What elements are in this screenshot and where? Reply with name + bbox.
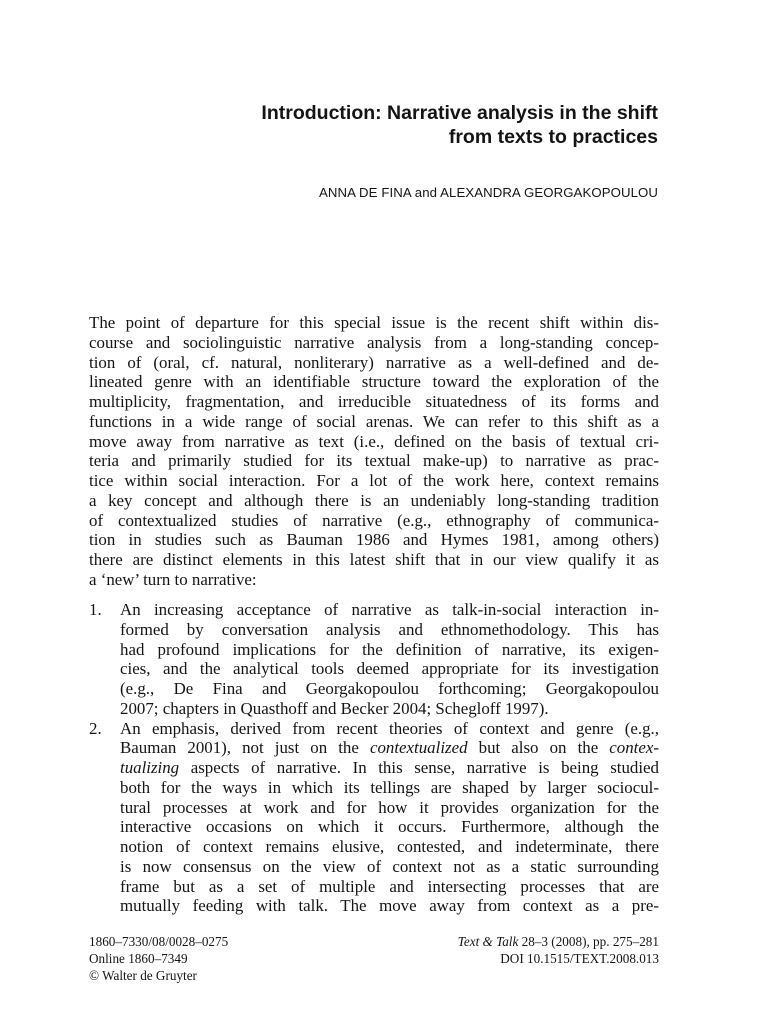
issn-print: 1860–7330/08/0028–0275: [89, 934, 229, 949]
issn-online: Online 1860–7349: [89, 951, 188, 966]
intro-line: course and sociolinguistic narrative analysis from a long-standing concep-: [89, 332, 659, 352]
list-line: cies, and the analytical tools deemed appropriate for its investigation: [120, 659, 659, 679]
authors: ANNA DE FINA and ALEXANDRA GEORGAKOPOULOU: [318, 185, 658, 200]
journal-citation: [458, 933, 659, 950]
numbered-list: [89, 600, 659, 916]
list-line: (e.g., De Fina and Georgakopoulou forthcoming; Georgakopoulou: [120, 679, 659, 698]
intro-paragraph: [89, 313, 659, 590]
list-line: 2007; chapters in Quasthoff and Becker 2004; Schegloff 1997).: [120, 698, 549, 718]
intro-line: teria and primarily studied for its textual make-up) to narrative as prac-: [89, 451, 659, 471]
text-run: but also on the: [467, 738, 610, 758]
list-line: both for the ways in which its tellings are shaped by larger sociocul-: [120, 777, 659, 797]
italic-term: contex-: [609, 738, 659, 758]
list-line: An emphasis, derived from recent theories of context and genre (e.g.,: [120, 718, 659, 738]
list-line: tural processes at work and for how it provides organization for the: [120, 797, 659, 817]
intro-line: tion in studies such as Bauman 1986 and Hymes 1981, among others): [89, 530, 659, 550]
volume-pages: 28–3 (2008), pp. 275–281: [518, 934, 659, 949]
intro-line: move away from narrative as text (i.e., defined on the basis of textual cri-: [89, 431, 659, 451]
italic-term: tualizing: [120, 758, 180, 777]
list-number: 2.: [89, 718, 102, 738]
footer-citation: [458, 933, 659, 967]
list-line: had profound implications for the definition of narrative, its exigen-: [120, 639, 659, 659]
list-line: notion of context remains elusive, contested, and indeterminate, there: [120, 837, 659, 856]
list-line: formed by conversation analysis and ethnomethodology. This has: [120, 619, 659, 639]
list-line: mutually feeding with talk. The move away from context as a pre-: [120, 896, 659, 916]
intro-line: a ‘new’ turn to narrative:: [89, 569, 257, 589]
intro-line: tion of (oral, cf. natural, nonliterary) narrative as a well-defined and de-: [89, 352, 659, 372]
text-run: aspects of narrative. In this sense, narrative is being studied: [179, 758, 659, 777]
intro-line: of contextualized studies of narrative (e.g., ethnography of communica-: [89, 510, 659, 530]
list-line: An increasing acceptance of narrative as talk-in-social interaction in-: [120, 600, 659, 619]
intro-line: there are distinct elements in this latest shift that in our view qualify it as: [89, 550, 659, 569]
article-title-line-2: from texts to practices: [448, 126, 658, 148]
list-line: interactive occasions on which it occurs. Furthermore, although the: [120, 817, 659, 837]
list-item-1: [89, 600, 659, 719]
list-item-2: [89, 719, 659, 917]
italic-term: contextualized: [369, 738, 468, 758]
list-line: frame but as a set of multiple and intersecting processes that are: [120, 876, 659, 896]
intro-line: functions in a wide range of social arenas. We can refer to this shift as a: [89, 411, 659, 431]
article-title: [138, 101, 658, 149]
list-line: [120, 758, 659, 778]
copyright: © Walter de Gruyter: [89, 968, 197, 983]
list-line: is now consensus on the view of context not as a static surrounding: [120, 856, 659, 876]
list-number: 1.: [89, 600, 102, 619]
list-line: [120, 738, 659, 758]
intro-line: multiplicity, fragmentation, and irreducible situatedness of its forms and: [89, 392, 659, 411]
intro-line: a key concept and although there is an undeniably long-standing tradition: [89, 490, 659, 510]
intro-line: lineated genre with an identifiable structure toward the exploration of the: [89, 372, 659, 392]
journal-name: Text & Talk: [457, 934, 519, 949]
article-title-line-1: Introduction: Narrative analysis in the shift: [261, 102, 658, 124]
footer-publication-info: [89, 933, 228, 984]
text-run: Bauman 2001), not just on the: [120, 738, 370, 758]
doi: DOI 10.1515/TEXT.2008.013: [500, 951, 659, 966]
intro-line: tice within social interaction. For a lot of the work here, context remains: [89, 471, 659, 490]
intro-line: The point of departure for this special issue is the recent shift within dis-: [89, 313, 659, 332]
